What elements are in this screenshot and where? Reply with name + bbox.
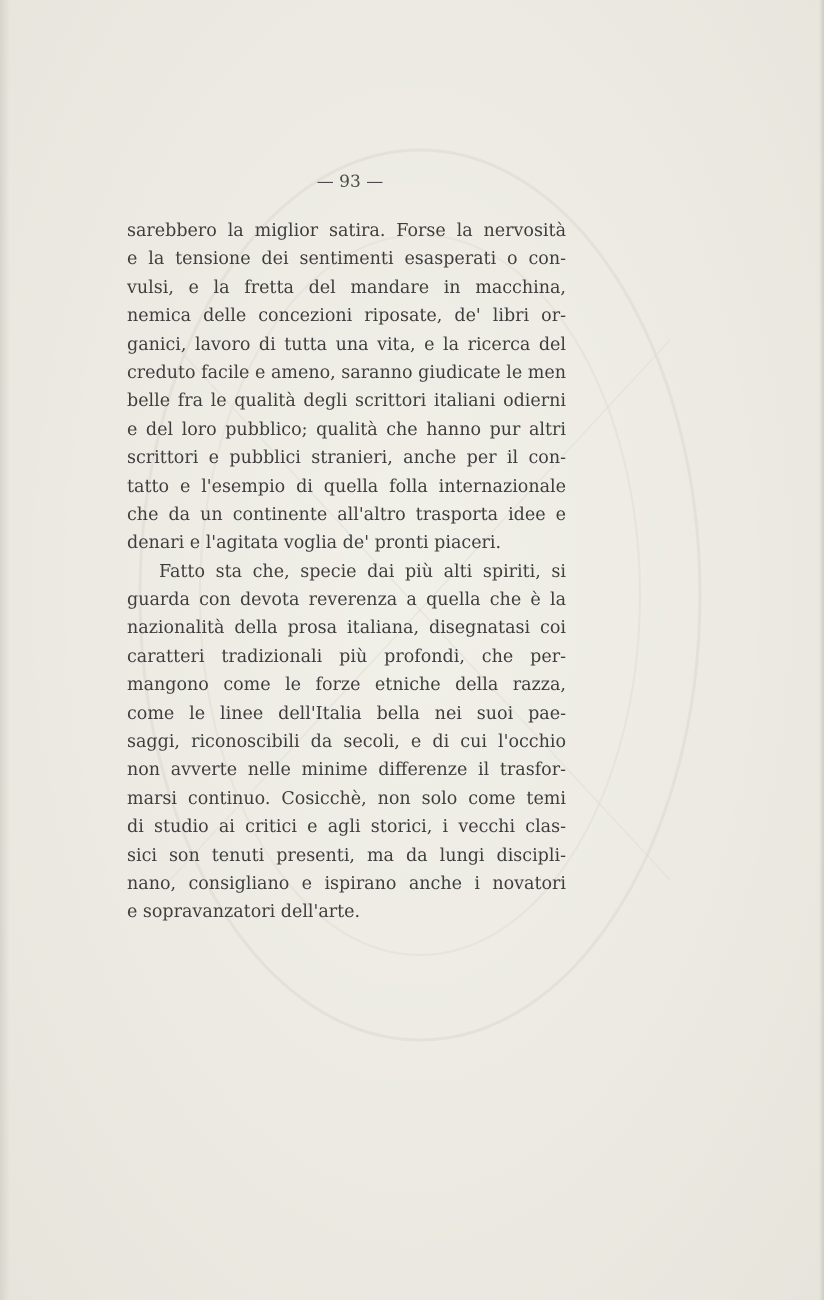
text-line: vulsi, e la fretta del mandare in macchina, — [127, 277, 566, 298]
text-line: belle fra le qualità degli scrittori italiani odierni — [127, 391, 566, 412]
text-line: mangono come le forze etniche della razza, — [127, 675, 566, 696]
text-line: e del loro pubblico; qualità che hanno pur altri — [127, 419, 566, 440]
text-line: come le linee dell'Italia bella nei suoi pae- — [127, 703, 566, 724]
text-line: non avverte nelle minime differenze il trasfor- — [127, 760, 566, 781]
paragraph-2 — [127, 558, 566, 927]
text-line: caratteri tradizionali più profondi, che per- — [127, 646, 566, 667]
page-edge-shadow-left — [0, 0, 10, 1300]
page-number: — 93 — — [316, 172, 384, 192]
text-line: scrittori e pubblici stranieri, anche per il con- — [127, 448, 566, 469]
text-line: Fatto sta che, specie dai più alti spiriti, si — [159, 561, 566, 582]
text-line: tatto e l'esempio di quella folla internazionale — [127, 476, 566, 497]
text-line: nemica delle concezioni riposate, de' libri or- — [127, 306, 566, 327]
body-text — [127, 217, 566, 927]
text-line: ganici, lavoro di tutta una vita, e la ricerca del — [127, 334, 566, 355]
page-edge-shadow-right — [819, 0, 824, 1300]
text-line: nano, consigliano e ispirano anche i novatori — [127, 873, 566, 894]
text-line: sarebbero la miglior satira. Forse la nervosità — [127, 221, 566, 241]
text-line: denari e l'agitata voglia de' pronti piaceri. — [127, 533, 502, 554]
text-line: creduto facile e ameno, saranno giudicate le men — [127, 362, 566, 383]
text-line: di studio ai critici e agli storici, i vecchi clas- — [127, 817, 566, 838]
text-line: nazionalità della prosa italiana, disegnatasi coi — [127, 618, 566, 639]
text-line: guarda con devota reverenza a quella che è la — [127, 590, 566, 611]
text-line: e la tensione dei sentimenti esasperati o con- — [127, 249, 566, 270]
text-line: sici son tenuti presenti, ma da lungi discipli- — [127, 845, 566, 866]
paragraph-1 — [127, 217, 566, 558]
text-line: saggi, riconoscibili da secoli, e di cui l'occhio — [127, 732, 566, 753]
text-line: marsi continuo. Cosicchè, non solo come temi — [127, 788, 566, 809]
text-line: e sopravanzatori dell'arte. — [127, 902, 361, 923]
text-line: che da un continente all'altro trasporta idee e — [127, 504, 566, 525]
